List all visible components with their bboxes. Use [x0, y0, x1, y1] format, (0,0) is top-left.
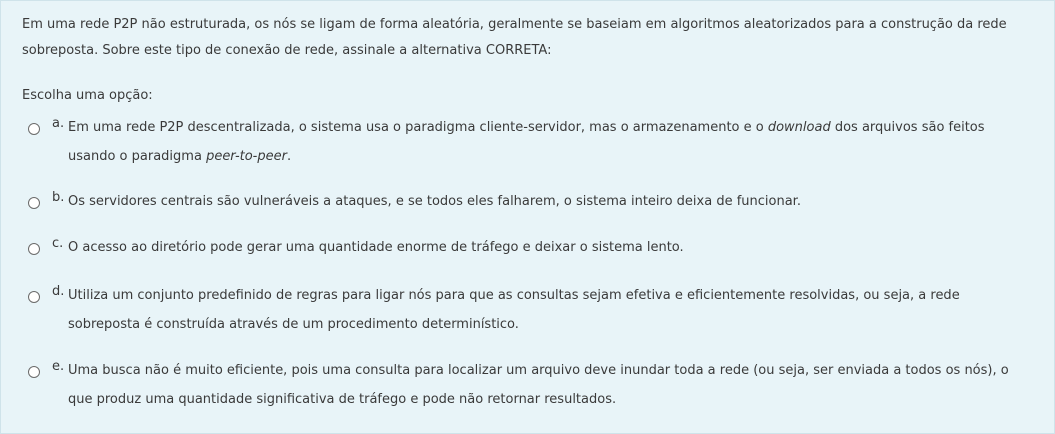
option-text-c: O acesso ao diretório pode gerar uma quantidade enorme de tráfego e deixar o sistema lento. — [68, 240, 684, 255]
option-letter-d: d. — [52, 284, 65, 299]
radio-button-a[interactable] — [28, 123, 40, 135]
option-letter-a: a. — [52, 116, 65, 131]
question-text: Em uma rede P2P não estruturada, os nós se ligam de forma aleatória, geralmente se baseiam em algoritmos aleatorizados para a construção da rede sobreposta. Sobre este tipo de conexão de rede, assinale a alternativa CORRETA: — [22, 17, 1007, 58]
radio-button-c[interactable] — [28, 243, 40, 255]
option-text-a: Em uma rede P2P descentralizada, o sistema usa o paradigma cliente-servidor, mas o armazenamento e o download dos arquivos são feitos usando o paradigma peer-to-peer. — [68, 120, 985, 164]
radio-button-e[interactable] — [28, 366, 40, 378]
choose-option-prompt: Escolha uma opção: — [22, 88, 153, 103]
option-letter-b: b. — [52, 190, 65, 205]
option-text-e: Uma busca não é muito eficiente, pois uma consulta para localizar um arquivo deve inundar toda a rede (ou seja, ser enviada a todos os nós), o que produz uma quantidade significativa de tráfego e pode não retornar resultados. — [68, 363, 1009, 407]
option-letter-e: e. — [52, 359, 65, 374]
radio-button-d[interactable] — [28, 291, 40, 303]
option-text-d: Utiliza um conjunto predefinido de regras para ligar nós para que as consultas sejam efetiva e eficientemente resolvidas, ou seja, a rede sobreposta é construída através de um procedimento determinístico. — [68, 288, 960, 332]
radio-button-b[interactable] — [28, 197, 40, 209]
option-letter-c: c. — [52, 236, 64, 251]
option-text-b: Os servidores centrais são vulneráveis a ataques, e se todos eles falharem, o sistema inteiro deixa de funcionar. — [68, 194, 801, 209]
